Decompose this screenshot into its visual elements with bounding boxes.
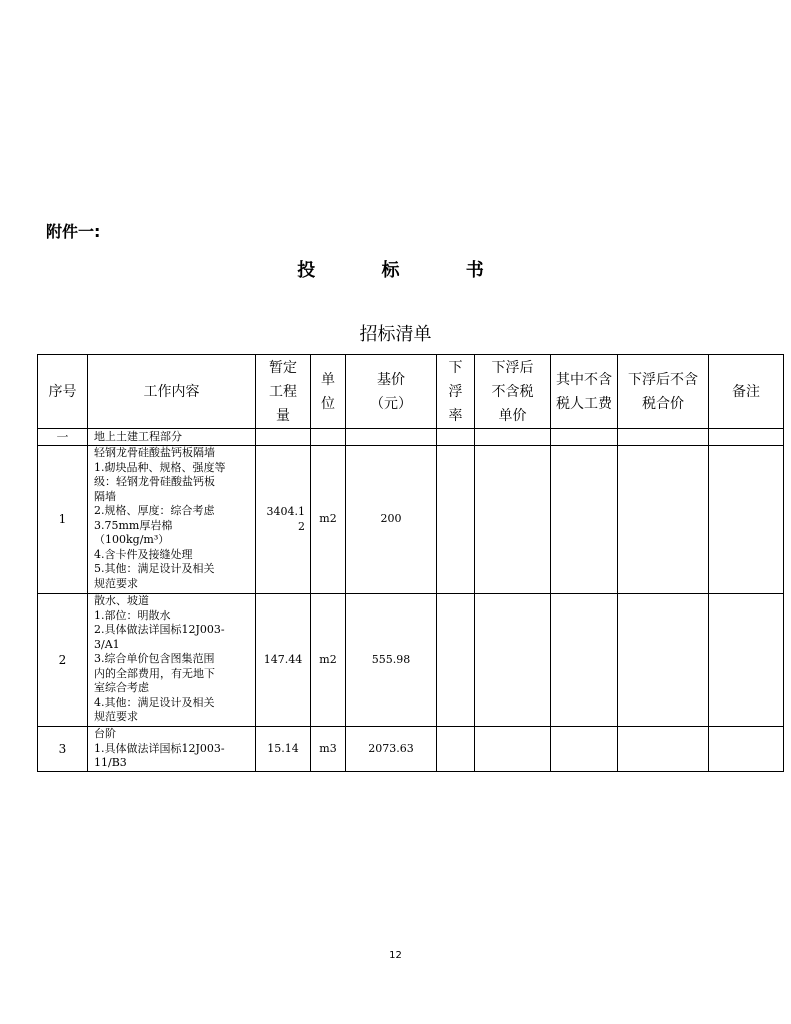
table-row [38,594,784,727]
row-quantity: 147.44 [256,594,311,727]
section-seq: 一 [38,429,88,446]
row-content: 散水、坡道 1.部位：明散水 2.具体做法详国标12J003- 3/A1 3.综合单价包含图集范围 内的全部费用，有无地下 室综合考虑 4.其他：满足设计及相关 规范要求 [88,594,256,727]
section-row [38,429,784,446]
row-unit: m2 [311,594,346,727]
bid-list-table [37,354,784,772]
row-unit: m2 [311,446,346,594]
row-seq: 1 [38,446,88,594]
header-base-price: 基价（元） [346,355,437,429]
header-quantity: 暂定工程量 [256,355,311,429]
row-seq: 2 [38,594,88,727]
row-seq: 3 [38,727,88,772]
section-content: 地上土建工程部分 [88,429,256,446]
attachment-label: 附件一: [46,222,101,241]
table-row [38,727,784,772]
row-unit: m3 [311,727,346,772]
row-base-price: 200 [346,446,437,594]
row-content: 台阶 1.具体做法详国标12J003- 11/B3 [88,727,256,772]
header-seq: 序号 [38,355,88,429]
header-unit: 单位 [311,355,346,429]
row-base-price: 2073.63 [346,727,437,772]
row-quantity: 3404.12 [256,446,311,594]
header-total: 下浮后不含税合价 [618,355,709,429]
header-labor: 其中不含税人工费 [551,355,618,429]
row-content: 轻钢龙骨硅酸盐钙板隔墙 1.砌块品种、规格、强度等 级：轻钢龙骨硅酸盐钙板 隔墙 2.规格、厚度：综合考虑 3.75mm厚岩棉 （100kg/m³） 4.含卡件及接缝处理 5.其他：满足设计及相关 规范要求 [88,446,256,594]
table-row [38,446,784,594]
table-header-row [38,355,784,429]
row-quantity: 15.14 [256,727,311,772]
header-unit-price: 下浮后不含税单价 [475,355,551,429]
header-content: 工作内容 [88,355,256,429]
header-remarks: 备注 [709,355,784,429]
row-base-price: 555.98 [346,594,437,727]
page-number: 12 [389,950,402,961]
header-float-rate: 下浮率 [437,355,475,429]
document-title: 投 标 书 [297,260,514,281]
table-title: 招标清单 [359,324,432,345]
